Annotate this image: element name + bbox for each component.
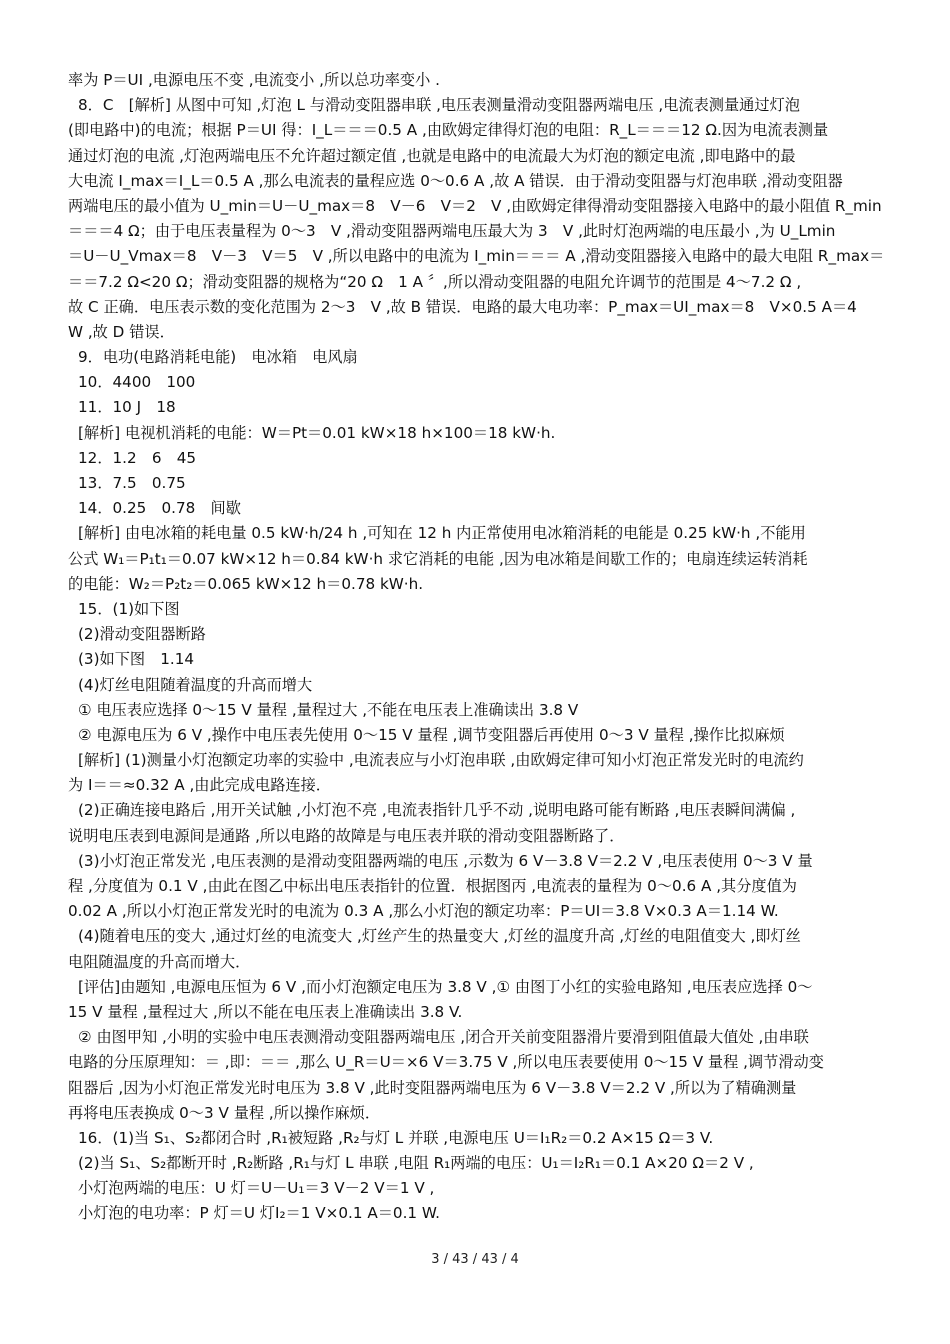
text-line: (2)滑动变阻器断路	[78, 625, 206, 644]
text-line: (2)当 S₁、S₂都断开时 ,R₂断路 ,R₁与灯 L 串联 ,电阻 R₁两端的电压：U₁＝I₂R₁＝0.1 A×20 Ω＝2 V ,	[78, 1154, 754, 1173]
text-line: ＝＝＝4 Ω；由于电压表量程为 0～3 V ,滑动变阻器两端电压最大为 3 V ,此时灯泡两端的电压最小 ,为 U_Lmin	[68, 222, 836, 241]
text-line: 11．10 J 18	[78, 398, 176, 417]
text-line: 小灯泡两端的电压：U 灯＝U－U₁＝3 V－2 V＝1 V ,	[78, 1179, 435, 1198]
text-line: 9．电功(电路消耗电能) 电冰箱 电风扇	[78, 348, 358, 367]
document-page	[68, 68, 884, 1227]
text-line: ② 电源电压为 6 V ,操作中电压表先使用 0～15 V 量程 ,调节变阻器后再使用 0～3 V 量程 ,操作比拟麻烦	[78, 725, 785, 744]
text-line: 电路的分压原理知：＝ ,即：＝＝ ,那么 U_R＝U＝×6 V＝3.75 V ,所以电压表要使用 0～15 V 量程 ,调节滑动变	[68, 1053, 824, 1072]
text-line: [解析] 由电冰箱的耗电量 0.5 kW·h/24 h ,可知在 12 h 内正常使用电冰箱消耗的电能是 0.25 kW·h ,不能用	[78, 524, 806, 543]
text-line: 再将电压表换成 0～3 V 量程 ,所以操作麻烦．	[68, 1103, 381, 1122]
text-line: 10．4400 100	[78, 373, 196, 392]
text-line: 程 ,分度值为 0.1 V ,由此在图乙中标出电压表指针的位置．根据图丙 ,电流表的量程为 0～0.6 A ,其分度值为	[68, 877, 797, 895]
text-line: 15．(1)如下图	[78, 599, 180, 618]
text-line: 率为 P＝UI ,电源电压不变 ,电流变小 ,所以总功率变小 .	[68, 71, 440, 89]
text-line: 8．C [解析] 从图中可知 ,灯泡 L 与滑动变阻器串联 ,电压表测量滑动变阻器两端电压 ,电流表测量通过灯泡	[78, 96, 800, 115]
text-line: 电阻随温度的升高而增大．	[68, 952, 251, 971]
text-line: [评估]由题知 ,电源电压恒为 6 V ,而小灯泡额定电压为 3.8 V ,① 由图丁小红的实验电路知 ,电压表应选择 0～	[78, 977, 813, 996]
text-line: 14．0.25 0.78 间歇	[78, 499, 241, 518]
text-line: ＝U－U_Vmax＝8 V－3 V＝5 V ,所以电路中的电流为 I_min＝＝＝ A ,滑动变阻器接入电路中的最大电阻 R_max＝	[68, 247, 884, 266]
text-line: ＝＝7.2 Ω<20 Ω；滑动变阻器的规格为“20 Ω 1 A 〞,所以滑动变阻器的电阻允许调节的范围是 4～7.2 Ω ,	[68, 272, 802, 291]
text-line: (3)如下图 1.14	[78, 650, 195, 669]
text-line: 的电能：W₂＝P₂t₂＝0.065 kW×12 h＝0.78 kW·h.	[68, 574, 424, 593]
text-line: (4)灯丝电阻随着温度的升高而增大	[78, 675, 313, 694]
text-line: ② 由图甲知 ,小明的实验中电压表测滑动变阻器两端电压 ,闭合开关前变阻器滑片要滑到阻值最大值处 ,由串联	[78, 1028, 809, 1047]
text-line: 16．(1)当 S₁、S₂都闭合时 ,R₁被短路 ,R₂与灯 L 并联 ,电源电压 U＝I₁R₂＝0.2 A×15 Ω＝3 V.	[78, 1128, 714, 1147]
text-line: [解析] 电视机消耗的电能：W＝Pt＝0.01 kW×18 h×100＝18 kW·h.	[78, 423, 556, 442]
text-line: 公式 W₁＝P₁t₁＝0.07 kW×12 h＝0.84 kW·h 求它消耗的电能 ,因为电冰箱是间歇工作的；电扇连续运转消耗	[68, 549, 808, 568]
text-line: 13．7.5 0.75	[78, 474, 186, 492]
text-line: 0.02 A ,所以小灯泡正常发光时的电流为 0.3 A ,那么小灯泡的额定功率：P＝UI＝3.8 V×0.3 A＝1.14 W.	[68, 902, 779, 921]
text-line: [解析] (1)测量小灯泡额定功率的实验中 ,电流表应与小灯泡串联 ,由欧姆定律可知小灯泡正常发光时的电流约	[78, 751, 804, 770]
text-line: (4)随着电压的变大 ,通过灯丝的电流变大 ,灯丝产生的热量变大 ,灯丝的温度升高 ,灯丝的电阻值变大 ,即灯丝	[78, 927, 801, 946]
text-line: 为 I＝＝≈0.32 A ,由此完成电路连接．	[68, 776, 331, 795]
text-line: 阻器后 ,因为小灯泡正常发光时电压为 3.8 V ,此时变阻器两端电压为 6 V－3.8 V＝2.2 V ,所以为了精确测量	[68, 1078, 797, 1097]
text-line: W ,故 D 错误．	[68, 322, 175, 341]
text-line: 大电流 I_max＝I_L＝0.5 A ,那么电流表的量程应选 0～0.6 A ,故 A 错误．由于滑动变阻器与灯泡串联 ,滑动变阻器	[68, 171, 843, 190]
text-line: 说明电压表到电源间是通路 ,所以电路的故障是与电压表并联的滑动变阻器断路了．	[68, 826, 625, 845]
text-line: (即电路中)的电流；根据 P＝UI 得：I_L＝＝＝0.5 A ,由欧姆定律得灯泡的电阻：R_L＝＝＝12 Ω.因为电流表测量	[68, 121, 829, 140]
text-line: 15 V 量程 ,量程过大 ,所以不能在电压表上准确读出 3.8 V.	[68, 1002, 463, 1021]
page-footer: 3 / 43 / 43 / 4	[431, 1252, 519, 1267]
text-line: ① 电压表应选择 0～15 V 量程 ,量程过大 ,不能在电压表上准确读出 3.8 V	[78, 700, 579, 719]
text-line: 故 C 正确．电压表示数的变化范围为 2～3 V ,故 B 错误．电路的最大电功率：P_max＝UI_max＝8 V×0.5 A＝4	[68, 297, 857, 316]
text-line: 12．1.2 6 45	[78, 448, 197, 467]
text-line: (2)正确连接电路后 ,用开关试触 ,小灯泡不亮 ,电流表指针几乎不动 ,说明电路可能有断路 ,电压表瞬间满偏 ,	[78, 801, 796, 820]
text-line: 两端电压的最小值为 U_min＝U－U_max＝8 V－6 V＝2 V ,由欧姆定律得滑动变阻器接入电路中的最小阻值 R_min	[68, 196, 882, 215]
text-line: 小灯泡的电功率：P 灯＝U 灯I₂＝1 V×0.1 A＝0.1 W.	[78, 1204, 440, 1223]
text-line: (3)小灯泡正常发光 ,电压表测的是滑动变阻器两端的电压 ,示数为 6 V－3.8 V＝2.2 V ,电压表使用 0～3 V 量	[78, 851, 813, 870]
text-line: 通过灯泡的电流 ,灯泡两端电压不允许超过额定值 ,也就是电路中的电流最大为灯泡的额定电流 ,即电路中的最	[68, 146, 796, 165]
